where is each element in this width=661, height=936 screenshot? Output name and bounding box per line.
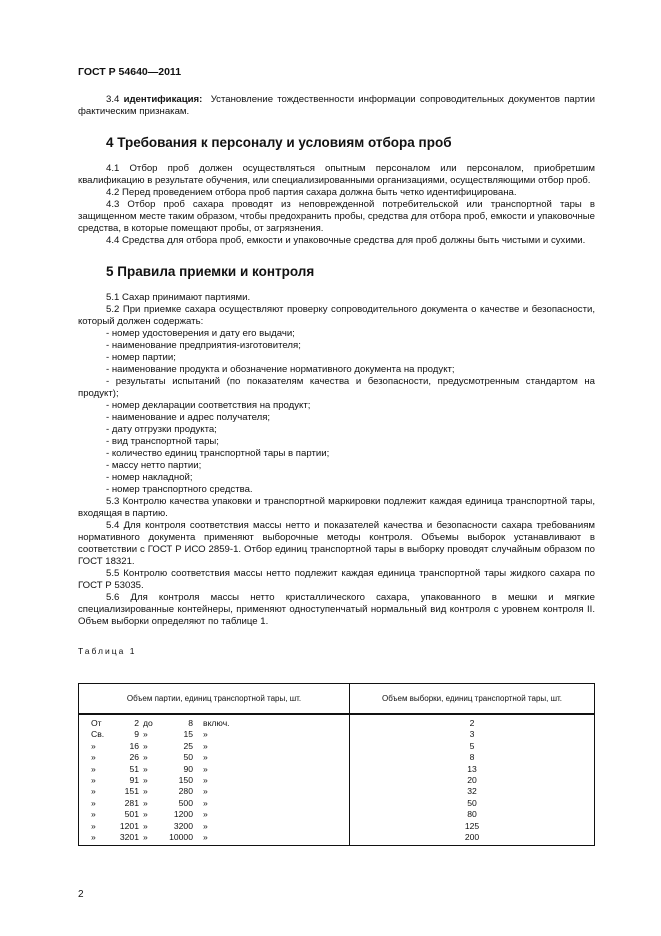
table-header-lot-size: Объем партии, единиц транспортной тары, шт.	[79, 684, 350, 715]
sample-size-cell: 80	[350, 809, 595, 820]
clause-number: 3.4	[106, 94, 120, 105]
lot-size-cell	[79, 741, 350, 752]
range-part: 280	[178, 786, 193, 797]
range-part: »	[203, 729, 208, 740]
sample-size-cell: 13	[350, 764, 595, 775]
range-part: »	[91, 775, 96, 786]
range-part: »	[91, 797, 96, 808]
clause-paragraph: 5.6 Для контроля массы нетто кристаллического сахара, упакованного в мешки и мягкие специализированные контейнеры, применяют одноступенчатый нормальный вид контроля с уровнем контроля II. Объем выборки определяют по таблице 1.	[78, 592, 595, 627]
clause-paragraph: 5.4 Для контроля соответствия массы нетто и показателей качества и безопасности сахара требованиям нормативного документа применяют выборочные методы контроля. Объемы выборок устанавливают в соответствии с ГОСТ Р ИСО 2859-1. Отбор единиц транспортной тары в выборку проводят случайным образом по ГОСТ 18321.	[78, 520, 595, 567]
range-part: »	[203, 832, 208, 843]
range-part: »	[91, 832, 96, 843]
term-definition: Установление тождественности информации сопроводительных документов партии фактическим признакам.	[78, 94, 595, 117]
table-row	[79, 764, 595, 775]
table-row	[79, 832, 595, 846]
range-part: 150	[178, 775, 193, 786]
list-item: - вид транспортной тары;	[106, 436, 219, 447]
clause-paragraph: 4.2 Перед проведением отбора проб партия сахара должна быть четко идентифицирована.	[106, 187, 517, 198]
range-part: »	[203, 763, 208, 774]
lot-size-cell	[79, 832, 350, 846]
lot-size-cell	[79, 775, 350, 786]
range-part: 26	[129, 752, 139, 763]
table-header-sample-size: Объем выборки, единиц транспортной тары, шт.	[350, 684, 595, 715]
range-part: 50	[183, 752, 193, 763]
sample-size-cell: 125	[350, 821, 595, 832]
table-caption: Таблица 1	[78, 646, 137, 656]
range-part: »	[203, 775, 208, 786]
list-item: - количество единиц транспортной тары в партии;	[106, 448, 330, 459]
table-row	[79, 714, 595, 729]
sample-size-cell: 8	[350, 752, 595, 763]
range-part: »	[203, 752, 208, 763]
list-item: - номер накладной;	[106, 472, 193, 483]
range-part: »	[91, 740, 96, 751]
list-item: - результаты испытаний (по показателям качества и безопасности, предусмотренным стандартом на продукт);	[78, 376, 595, 399]
sample-size-cell: 3	[350, 729, 595, 740]
range-part: »	[143, 775, 148, 786]
range-part: »	[91, 786, 96, 797]
lot-size-cell	[79, 809, 350, 820]
sample-size-cell: 2	[350, 714, 595, 729]
table-row	[79, 729, 595, 740]
range-part: 15	[183, 729, 193, 740]
clause-paragraph: 5.3 Контролю качества упаковки и транспортной маркировки подлежит каждая единица транспортной тары, входящая в партию.	[78, 496, 595, 519]
term: идентификация:	[123, 94, 203, 105]
range-part: »	[143, 752, 148, 763]
lot-size-cell	[79, 798, 350, 809]
lot-size-cell	[79, 764, 350, 775]
list-item: - номер удостоверения и дату его выдачи;	[106, 328, 295, 339]
range-part: 10000	[169, 832, 193, 843]
range-part: »	[203, 740, 208, 751]
clause-5-2: 5.2 При приемке сахара осуществляют проверку сопроводительного документа о качестве и безопасности, который должен содержать:	[78, 304, 595, 327]
range-part: »	[143, 729, 148, 740]
page-number: 2	[78, 889, 84, 900]
table-row	[79, 809, 595, 820]
range-part: »	[91, 752, 96, 763]
table-row	[79, 786, 595, 797]
lot-size-cell	[79, 821, 350, 832]
range-part: 3200	[173, 820, 193, 831]
range-part: От	[91, 718, 102, 728]
list-item: - наименование продукта и обозначение нормативного документа на продукт;	[106, 364, 455, 375]
range-part: »	[143, 809, 148, 820]
range-part: 1201	[119, 820, 139, 831]
section-5-title: 5 Правила приемки и контроля	[106, 264, 315, 279]
range-part: »	[143, 763, 148, 774]
table-row	[79, 775, 595, 786]
sample-size-cell: 200	[350, 832, 595, 846]
document-header: ГОСТ Р 54640—2011	[78, 66, 182, 78]
sample-size-cell: 5	[350, 741, 595, 752]
range-part: 281	[124, 797, 139, 808]
section-5-paragraphs	[78, 496, 595, 628]
section-4-paragraphs	[78, 163, 595, 247]
range-part: »	[143, 740, 148, 751]
list-item: - номер транспортного средства.	[106, 484, 253, 495]
range-part: »	[203, 797, 208, 808]
range-part: »	[203, 820, 208, 831]
range-part: 16	[129, 740, 139, 751]
range-part: Св.	[91, 729, 105, 740]
range-part: 90	[183, 763, 193, 774]
lot-size-cell	[79, 786, 350, 797]
document-body	[78, 94, 595, 657]
range-part: 500	[178, 797, 193, 808]
range-part: 8	[188, 718, 193, 728]
table-row	[79, 798, 595, 809]
document-contents-list	[78, 328, 595, 496]
lot-size-cell	[79, 714, 350, 729]
table-row	[79, 752, 595, 763]
range-part: 25	[183, 740, 193, 751]
sample-size-cell: 50	[350, 798, 595, 809]
clause-3-4	[78, 94, 595, 118]
clause-paragraph: 4.1 Отбор проб должен осуществляться опытным персоналом или персоналом, приобретшим квалификацию в результате обучения, или специализированными организациями, осуществляющими отбор проб.	[78, 163, 595, 186]
list-item: - номер партии;	[106, 352, 176, 363]
lot-size-cell	[79, 752, 350, 763]
sample-size-cell: 32	[350, 786, 595, 797]
range-part: до	[143, 718, 153, 728]
range-part: 151	[124, 786, 139, 797]
clause-paragraph: 4.4 Средства для отбора проб, емкости и упаковочные средства для проб должны быть чистыми и сухими.	[106, 235, 586, 246]
list-item: - массу нетто партии;	[106, 460, 202, 471]
clause-paragraph: 5.5 Контролю соответствия массы нетто подлежит каждая единица транспортной тары жидкого сахара по ГОСТ Р 53035.	[78, 568, 595, 591]
range-part: 1200	[173, 809, 193, 820]
range-part: »	[143, 832, 148, 843]
range-part: »	[91, 763, 96, 774]
table-row	[79, 741, 595, 752]
section-4-title: 4 Требования к персоналу и условиям отбора проб	[106, 135, 452, 150]
clause-paragraph: 4.3 Отбор проб сахара проводят из неповрежденной потребительской или транспортной тары в защищенном месте таким образом, чтобы предохранить пробы, средства для отбора проб, емкости и упаковочные средства, в которые помещают пробы, от загрязнения.	[78, 199, 595, 234]
table-row	[79, 821, 595, 832]
range-part: 51	[129, 763, 139, 774]
range-part: 9	[134, 729, 139, 740]
range-part: 3201	[119, 832, 139, 843]
range-part: »	[143, 820, 148, 831]
range-part: »	[203, 809, 208, 820]
range-part: »	[91, 809, 96, 820]
range-part: »	[91, 820, 96, 831]
range-part: »	[143, 786, 148, 797]
list-item: - наименование и адрес получателя;	[106, 412, 271, 423]
range-part: включ.	[203, 718, 230, 728]
range-part: 91	[129, 775, 139, 786]
sample-size-cell: 20	[350, 775, 595, 786]
list-item: - номер декларации соответствия на продукт;	[106, 400, 311, 411]
lot-size-cell	[79, 729, 350, 740]
range-part: »	[143, 797, 148, 808]
range-part: 2	[134, 718, 139, 728]
range-part: 501	[124, 809, 139, 820]
list-item: - дату отгрузки продукта;	[106, 424, 217, 435]
clause-5-1: 5.1 Сахар принимают партиями.	[106, 292, 251, 303]
list-item: - наименование предприятия-изготовителя;	[106, 340, 301, 351]
range-part: »	[203, 786, 208, 797]
sample-size-table	[78, 683, 595, 846]
